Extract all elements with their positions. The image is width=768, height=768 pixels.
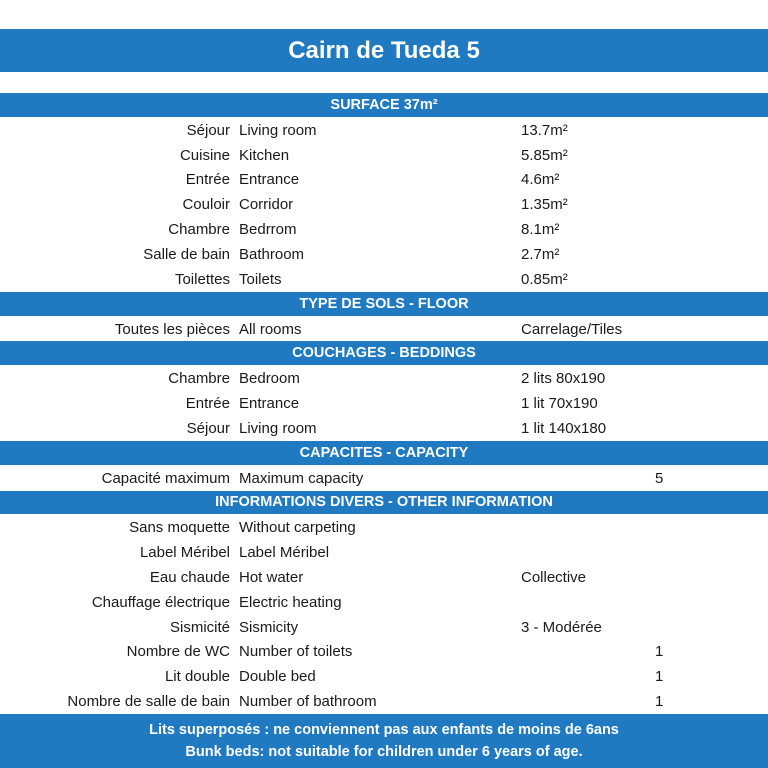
value-text: 1 lit 140x180 <box>521 419 607 437</box>
label-en-text: Toilets <box>239 270 282 288</box>
label-en <box>239 416 509 441</box>
label-fr-text: Nombre de WC <box>126 643 230 661</box>
label-fr-text: Chauffage électrique <box>91 593 230 611</box>
section-header: INFORMATIONS DIVERS - OTHER INFORMATION <box>0 491 768 516</box>
table-row <box>0 590 768 615</box>
label-en-text: Without carpeting <box>239 519 356 537</box>
count <box>655 615 695 640</box>
value <box>521 168 651 193</box>
label-en <box>239 590 509 615</box>
count-text: 1 <box>655 668 664 686</box>
label-fr-text: Entrée <box>185 171 230 189</box>
label-fr <box>0 317 230 342</box>
label-fr-text: Séjour <box>186 121 230 139</box>
label-fr-text: Chambre <box>168 370 230 388</box>
count <box>655 515 695 540</box>
label-fr <box>0 590 230 615</box>
label-en-text: Electric heating <box>239 593 342 611</box>
value-text: 8.1m² <box>521 221 560 239</box>
label-fr <box>0 118 230 143</box>
label-en-text: Bathroom <box>239 245 305 263</box>
count-text: 1 <box>655 693 664 711</box>
table-row <box>0 466 768 491</box>
label-en-text: Living room <box>239 121 317 139</box>
label-en-text: Maximum capacity <box>239 469 364 487</box>
value <box>521 317 651 342</box>
label-en <box>239 366 509 391</box>
table-row <box>0 565 768 590</box>
label-en <box>239 664 509 689</box>
label-fr-text: Sans moquette <box>129 519 230 537</box>
label-fr <box>0 217 230 242</box>
count <box>655 466 695 491</box>
section-header: TYPE DE SOLS - FLOOR <box>0 292 768 317</box>
label-en <box>239 615 509 640</box>
value <box>521 242 651 267</box>
value <box>521 565 651 590</box>
label-en-text: Kitchen <box>239 146 290 164</box>
value <box>521 118 651 143</box>
count <box>655 416 695 441</box>
value-text: 2 lits 80x190 <box>521 370 606 388</box>
value <box>521 664 651 689</box>
label-en <box>239 192 509 217</box>
value-text: 3 - Modérée <box>521 618 602 636</box>
label-en-text: All rooms <box>239 320 302 338</box>
footer-line-fr: Lits superposés : ne conviennent pas aux enfants de moins de 6ans <box>149 722 619 738</box>
value <box>521 416 651 441</box>
label-en-text: Number of bathroom <box>239 693 377 711</box>
value <box>521 143 651 168</box>
count <box>655 590 695 615</box>
count <box>655 640 695 665</box>
table-row <box>0 640 768 665</box>
table-row <box>0 515 768 540</box>
label-en-text: Bedrrom <box>239 221 297 239</box>
count <box>655 217 695 242</box>
label-fr-text: Entrée <box>185 395 230 413</box>
value-text: Carrelage/Tiles <box>521 320 623 338</box>
count <box>655 689 695 714</box>
label-en-text: Corridor <box>239 196 294 214</box>
value-text: Collective <box>521 568 587 586</box>
value <box>521 640 651 665</box>
label-fr-text: Capacité maximum <box>101 469 230 487</box>
label-en <box>239 540 509 565</box>
table-row <box>0 317 768 342</box>
label-fr <box>0 391 230 416</box>
value <box>521 689 651 714</box>
label-en-text: Living room <box>239 419 317 437</box>
label-fr-text: Eau chaude <box>149 568 230 586</box>
label-en <box>239 515 509 540</box>
section-header: CAPACITES - CAPACITY <box>0 441 768 466</box>
label-fr-text: Chambre <box>168 221 230 239</box>
value <box>521 192 651 217</box>
label-fr-text: Toilettes <box>174 270 230 288</box>
value <box>521 590 651 615</box>
label-en <box>239 565 509 590</box>
value-text: 2.7m² <box>521 245 560 263</box>
table-row <box>0 664 768 689</box>
label-fr <box>0 242 230 267</box>
label-en-text: Sismicity <box>239 618 299 636</box>
value <box>521 366 651 391</box>
value <box>521 217 651 242</box>
table-row <box>0 192 768 217</box>
count-text: 1 <box>655 643 664 661</box>
label-en-text: Double bed <box>239 668 316 686</box>
label-en <box>239 217 509 242</box>
label-fr <box>0 416 230 441</box>
label-fr-text: Label Méribel <box>139 544 230 562</box>
label-en-text: Hot water <box>239 568 304 586</box>
label-en <box>239 317 509 342</box>
label-en <box>239 143 509 168</box>
label-fr <box>0 168 230 193</box>
value-text: 4.6m² <box>521 171 560 189</box>
value <box>521 267 651 292</box>
section-header: SURFACE 37m² <box>0 93 768 118</box>
label-en <box>239 168 509 193</box>
label-fr <box>0 565 230 590</box>
table-row <box>0 366 768 391</box>
count <box>655 540 695 565</box>
value <box>521 391 651 416</box>
value <box>521 615 651 640</box>
table-row <box>0 168 768 193</box>
value-text: 5.85m² <box>521 146 568 164</box>
count <box>655 168 695 193</box>
count <box>655 118 695 143</box>
label-fr-text: Séjour <box>186 419 230 437</box>
label-en <box>239 391 509 416</box>
count <box>655 366 695 391</box>
label-fr-text: Couloir <box>182 196 230 214</box>
table-row <box>0 143 768 168</box>
label-en-text: Entrance <box>239 171 300 189</box>
label-fr-text: Sismicité <box>169 618 230 636</box>
table-row <box>0 615 768 640</box>
value-text: 1 lit 70x190 <box>521 395 598 413</box>
label-fr <box>0 689 230 714</box>
label-fr <box>0 540 230 565</box>
table-row <box>0 118 768 143</box>
value-text: 1.35m² <box>521 196 568 214</box>
footer-line-en: Bunk beds: not suitable for children under 6 years of age. <box>185 744 583 760</box>
table-row <box>0 416 768 441</box>
table-row <box>0 391 768 416</box>
label-en-text: Bedroom <box>239 370 300 388</box>
label-fr <box>0 267 230 292</box>
label-fr <box>0 192 230 217</box>
count <box>655 565 695 590</box>
value <box>521 466 651 491</box>
table-row <box>0 540 768 565</box>
count <box>655 391 695 416</box>
label-fr-text: Lit double <box>164 668 230 686</box>
label-en <box>239 640 509 665</box>
label-fr <box>0 466 230 491</box>
page-title: Cairn de Tueda 5 <box>0 29 768 72</box>
label-fr-text: Toutes les pièces <box>114 320 230 338</box>
count <box>655 664 695 689</box>
label-fr <box>0 143 230 168</box>
table-row <box>0 689 768 714</box>
label-en-text: Entrance <box>239 395 300 413</box>
label-en-text: Label Méribel <box>239 544 330 562</box>
value <box>521 540 651 565</box>
label-en <box>239 242 509 267</box>
count <box>655 267 695 292</box>
count <box>655 317 695 342</box>
count <box>655 143 695 168</box>
value-text: 13.7m² <box>521 121 568 139</box>
footer-notice <box>0 714 768 768</box>
count-text: 5 <box>655 469 664 487</box>
table-row <box>0 217 768 242</box>
label-fr <box>0 366 230 391</box>
label-fr-text: Cuisine <box>179 146 230 164</box>
label-en-text: Number of toilets <box>239 643 353 661</box>
label-en <box>239 267 509 292</box>
label-fr-text: Salle de bain <box>143 245 230 263</box>
value <box>521 515 651 540</box>
section-header: COUCHAGES - BEDDINGS <box>0 341 768 366</box>
label-en <box>239 118 509 143</box>
value-text: 0.85m² <box>521 270 568 288</box>
label-fr <box>0 664 230 689</box>
label-fr <box>0 615 230 640</box>
count <box>655 242 695 267</box>
label-en <box>239 466 509 491</box>
label-fr-text: Nombre de salle de bain <box>67 693 230 711</box>
label-fr <box>0 640 230 665</box>
info-table <box>0 93 768 714</box>
table-row <box>0 267 768 292</box>
table-row <box>0 242 768 267</box>
label-fr <box>0 515 230 540</box>
count <box>655 192 695 217</box>
label-en <box>239 689 509 714</box>
